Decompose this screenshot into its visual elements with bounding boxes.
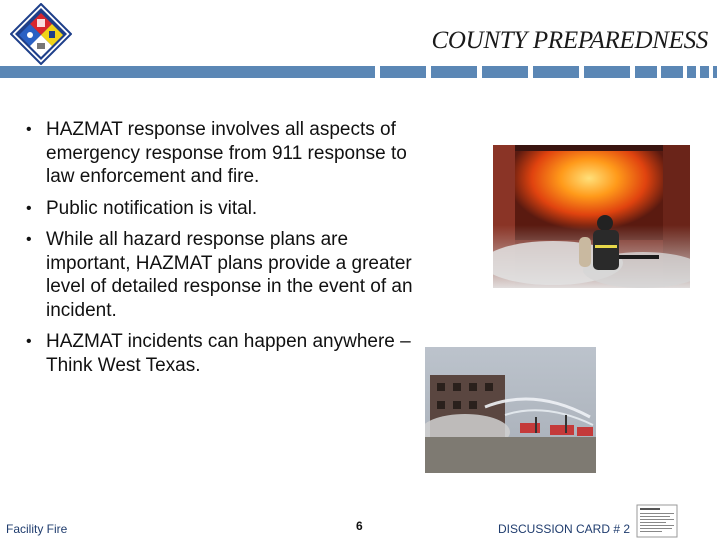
document-thumbnail-icon bbox=[636, 504, 678, 538]
firefighter-burning-building-photo bbox=[493, 145, 690, 288]
hazmat-diamond-logo-icon bbox=[10, 3, 72, 65]
page-number: 6 bbox=[356, 519, 363, 533]
discussion-card-label: DISCUSSION CARD # 2 bbox=[498, 522, 631, 536]
bullet-item: • HAZMAT response involves all aspects of emergency response from 911 response to law enforcement and fire. bbox=[26, 118, 426, 189]
header-stripe-divider bbox=[0, 66, 720, 78]
page-title: COUNTY PREPAREDNESS bbox=[431, 27, 708, 54]
footer-label: Facility Fire bbox=[6, 522, 68, 536]
bullet-item: • HAZMAT incidents can happen anywhere – Think West Texas. bbox=[26, 330, 426, 377]
bullet-item: • Public notification is vital. bbox=[26, 197, 426, 221]
bullet-list bbox=[26, 118, 426, 385]
bullet-item: • While all hazard response plans are important, HAZMAT plans provide a greater level of detailed response in the event of an incident. bbox=[26, 228, 426, 322]
fire-hoses-destroyed-building-photo bbox=[425, 347, 596, 473]
